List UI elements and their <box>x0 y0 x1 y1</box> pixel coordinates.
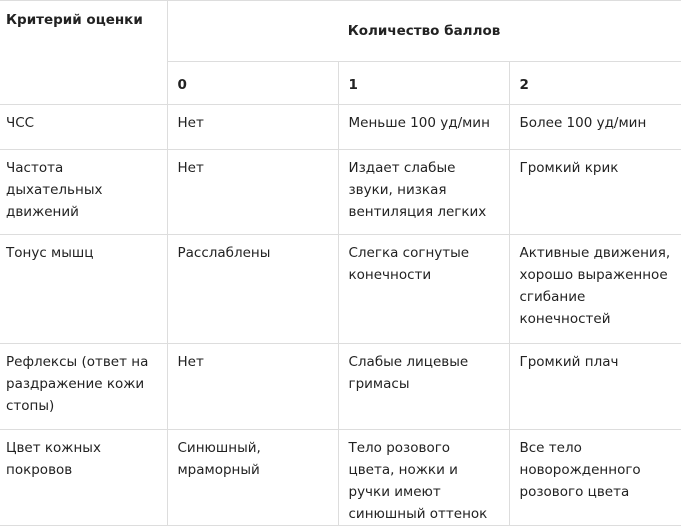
row-score-2: Все тело новорожденного розового цвета <box>509 430 681 526</box>
row-score-0: Нет <box>167 344 338 430</box>
row-score-0: Нет <box>167 150 338 235</box>
row-score-1: Слабые лицевые гримасы <box>338 344 509 430</box>
row-criterion: Цвет кожных покровов <box>0 430 167 526</box>
row-score-1: Тело розового цвета, ножки и ручки имеют синюшный оттенок <box>338 430 509 526</box>
table-row <box>0 344 681 430</box>
header-score: Количество баллов <box>167 1 681 62</box>
table-row <box>0 150 681 235</box>
header-col-1: 1 <box>338 62 509 105</box>
row-score-1: Издает слабые звуки, низкая вентиляция легких <box>338 150 509 235</box>
row-score-0: Синюшный, мраморный <box>167 430 338 526</box>
row-score-1: Слегка согнутые конечности <box>338 235 509 344</box>
header-col-2: 2 <box>509 62 681 105</box>
header-col-0: 0 <box>167 62 338 105</box>
table-row <box>0 235 681 344</box>
table-row <box>0 430 681 526</box>
row-criterion: ЧСС <box>0 105 167 150</box>
row-criterion: Рефлексы (ответ на раздражение кожи стопы) <box>0 344 167 430</box>
row-score-2: Активные движения, хорошо выраженное сгибание конечностей <box>509 235 681 344</box>
table-row <box>0 105 681 150</box>
row-criterion: Тонус мышц <box>0 235 167 344</box>
header-criterion: Критерий оценки <box>0 1 167 105</box>
row-score-2: Громкий крик <box>509 150 681 235</box>
row-score-2: Громкий плач <box>509 344 681 430</box>
row-score-0: Нет <box>167 105 338 150</box>
row-score-2: Более 100 уд/мин <box>509 105 681 150</box>
row-score-0: Расслаблены <box>167 235 338 344</box>
row-criterion: Частота дыхательных движений <box>0 150 167 235</box>
row-score-1: Меньше 100 уд/мин <box>338 105 509 150</box>
